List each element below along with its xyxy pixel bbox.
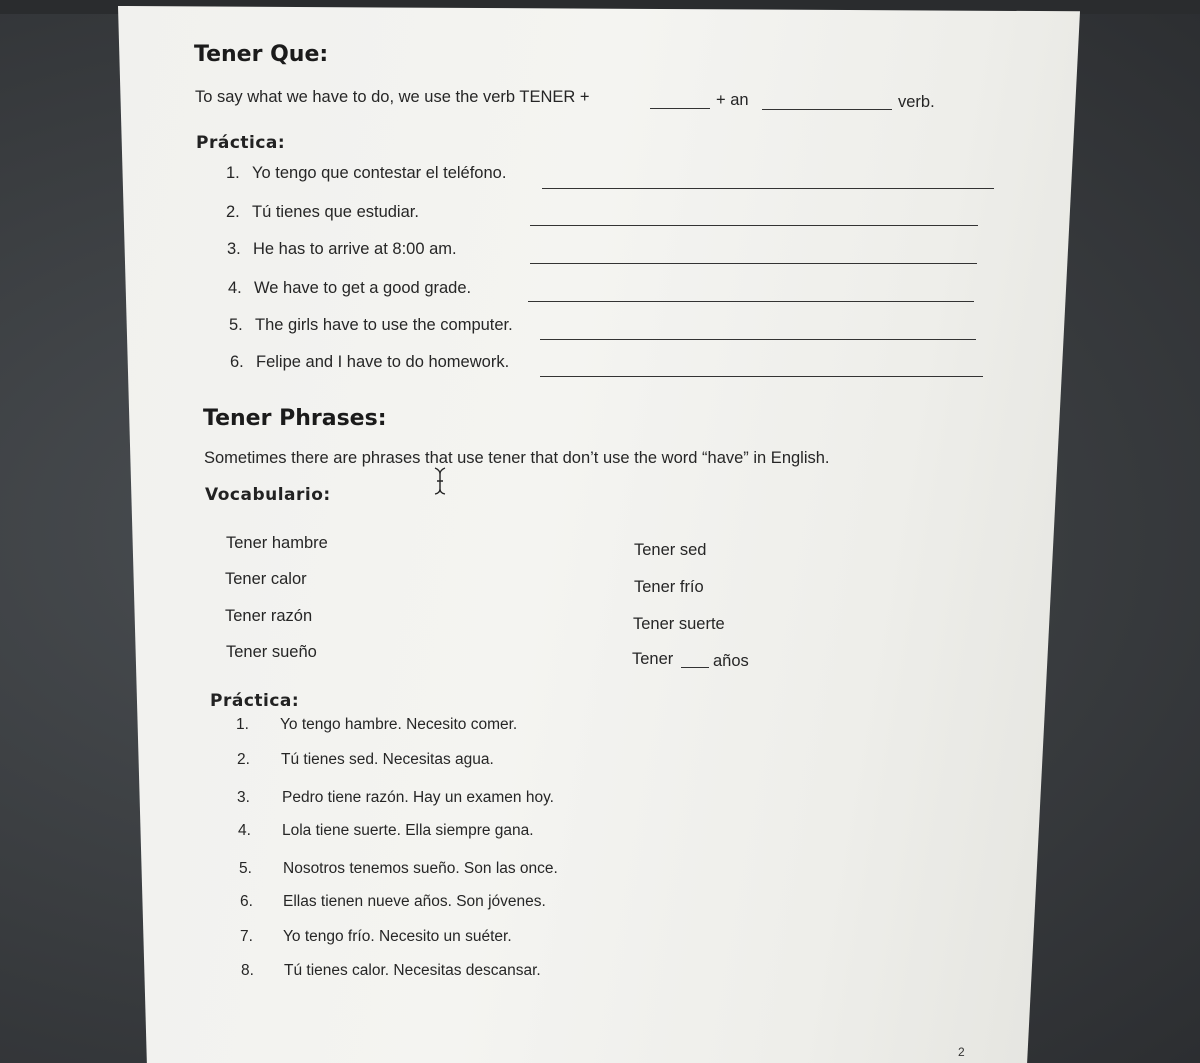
item-number: 8. bbox=[241, 962, 254, 979]
section2-intro: Sometimes there are phrases that use tener that don’t use the word “have” in English. bbox=[204, 449, 830, 467]
list-item bbox=[240, 893, 546, 911]
list-item bbox=[239, 860, 558, 878]
answer-line[interactable] bbox=[540, 376, 983, 377]
intro-mid: + an bbox=[716, 91, 749, 109]
list-item bbox=[238, 822, 534, 840]
list-item bbox=[227, 240, 457, 259]
fill-blank-anos[interactable] bbox=[681, 667, 709, 668]
item-text: The girls have to use the computer. bbox=[255, 316, 513, 334]
item-number: 4. bbox=[238, 822, 251, 839]
vocab-item: Tener frío bbox=[634, 578, 704, 596]
list-item bbox=[237, 751, 494, 769]
vocab-item: Tener suerte bbox=[633, 615, 725, 633]
vocab-item: Tener calor bbox=[225, 570, 307, 588]
item-text: Lola tiene suerte. Ella siempre gana. bbox=[282, 822, 534, 839]
page-number: 2 bbox=[958, 1045, 965, 1059]
item-number: 4. bbox=[228, 279, 242, 297]
vocab-item-suffix: años bbox=[713, 652, 749, 670]
list-item bbox=[240, 928, 512, 946]
item-number: 5. bbox=[239, 860, 252, 877]
vocab-item: Tener sueño bbox=[226, 643, 317, 661]
list-item bbox=[229, 316, 513, 335]
item-text: Pedro tiene razón. Hay un examen hoy. bbox=[282, 789, 554, 806]
item-number: 1. bbox=[236, 716, 249, 733]
text-cursor-icon bbox=[432, 466, 448, 496]
item-number: 2. bbox=[237, 751, 250, 768]
item-number: 3. bbox=[237, 789, 250, 806]
section-title-tener-que: Tener Que: bbox=[194, 42, 329, 67]
item-number: 6. bbox=[230, 353, 244, 371]
item-text: Nosotros tenemos sueño. Son las once. bbox=[283, 860, 558, 877]
list-item bbox=[226, 164, 506, 183]
item-text: Yo tengo hambre. Necesito comer. bbox=[280, 716, 518, 733]
item-number: 2. bbox=[226, 203, 240, 221]
item-number: 1. bbox=[226, 164, 240, 182]
vocab-item: Tener hambre bbox=[226, 534, 328, 552]
answer-line[interactable] bbox=[528, 301, 974, 302]
item-text: Tú tienes calor. Necesitas descansar. bbox=[284, 962, 541, 979]
list-item bbox=[226, 203, 419, 222]
fill-blank-1[interactable] bbox=[650, 108, 710, 109]
item-number: 6. bbox=[240, 893, 253, 910]
item-text: Felipe and I have to do homework. bbox=[256, 353, 510, 371]
list-item bbox=[230, 353, 509, 372]
answer-line[interactable] bbox=[540, 339, 976, 340]
item-text: Tú tienes que estudiar. bbox=[252, 203, 419, 221]
answer-line[interactable] bbox=[542, 188, 994, 189]
item-text: He has to arrive at 8:00 am. bbox=[253, 240, 457, 258]
item-text: Yo tengo que contestar el teléfono. bbox=[252, 164, 507, 182]
list-item bbox=[236, 716, 517, 734]
practica-label-1: Práctica: bbox=[196, 133, 286, 153]
section-title-tener-phrases: Tener Phrases: bbox=[203, 406, 387, 431]
item-text: Yo tengo frío. Necesito un suéter. bbox=[283, 928, 512, 945]
item-text: Tú tienes sed. Necesitas agua. bbox=[281, 751, 494, 768]
item-number: 5. bbox=[229, 316, 243, 334]
item-number: 3. bbox=[227, 240, 241, 258]
list-item bbox=[237, 789, 554, 807]
item-text: Ellas tienen nueve años. Son jóvenes. bbox=[283, 893, 546, 910]
practica-label-2: Práctica: bbox=[210, 691, 300, 711]
list-item bbox=[228, 279, 471, 298]
item-number: 7. bbox=[240, 928, 253, 945]
intro-prefix: To say what we have to do, we use the verb TENER + bbox=[195, 88, 590, 106]
answer-line[interactable] bbox=[530, 263, 977, 264]
vocab-item: Tener sed bbox=[634, 541, 707, 559]
intro-suffix: verb. bbox=[898, 93, 935, 111]
item-text: We have to get a good grade. bbox=[254, 279, 472, 297]
vocab-item-prefix: Tener bbox=[632, 650, 674, 668]
answer-line[interactable] bbox=[530, 225, 978, 226]
vocab-item: Tener razón bbox=[225, 607, 313, 625]
fill-blank-2[interactable] bbox=[762, 109, 892, 110]
vocabulario-label: Vocabulario: bbox=[205, 485, 331, 505]
list-item bbox=[241, 962, 541, 980]
